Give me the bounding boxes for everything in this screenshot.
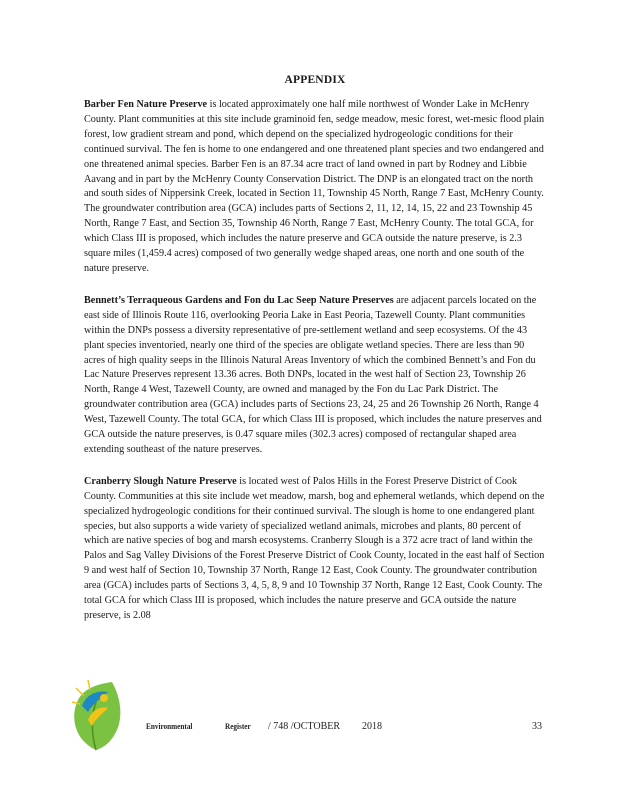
paragraph-cranberry-slough	[84, 475, 546, 624]
paragraph-title: Barber Fen Nature Preserve	[84, 99, 208, 110]
paragraph-body: is located approximately one half mile northwest of Wonder Lake in McHenry County. Plant communities at this site include graminoid fen, sedge meadow, mesic forest, wet-mesic flood plain forest, low gradient stream and pond, which depend on the specialized hydrogeologic conditions for their continued survival. The fen is home to one endangered and one threatened plant species and two endangered and one threatened animal species. Barber Fen is an 87.34 acre tract of land owned in part by Rodney and Libbie Aavang and in part by the McHenry County Conservation District. The DNP is an elongated tract on the north and south sides of Nippersink Creek, located in Section 11, Township 45 North, Range 7 East, McHenry County. The groundwater contribution area (GCA) includes parts of Sections 2, 11, 12, 14, 15, 22 and 23 Township 45 North, Range 7 East, and Section 35, Township 46 North, Range 7 East, McHenry County. The total GCA, for which Class III is proposed, which includes the nature preserve and GCA outside the nature preserve, is 2.3 square miles (1,459.4 acres) composed of two generally wedge shaped areas, one north and one south of the nature preserve.	[84, 99, 545, 274]
paragraph-body: are adjacent parcels located on the east side of Illinois Route 116, overlooking Peoria Lake in East Peoria, Tazewell County. Plant communities within the DNPs possess a diversity representative of pre-settlement wetland and seep ecosystems. Of the 43 plant species inventoried, nearly one third of the species are obligate wetland species. There are less than 90 acres of high quality seeps in the Illinois Natural Areas Inventory of which the combined Bennett’s and Fon du Lac Nature Preserves represent 13.36 acres. Both DNPs, located in the west half of Section 23, Township 26 North, Range 4 West, Tazewell County, are owned and managed by the Fon du Lac Park District. The groundwater contribution area (GCA) includes parts of Sections 23, 24, 25 and 26 Township 26 North, Range 4 West, Tazewell County. The total GCA, for which Class III is proposed, which includes the nature preserves and GCA outside the nature preserves, is 0.47 square miles (302.3 acres) composed of rectangular shaped area extending southeast of the nature preserves.	[84, 294, 542, 455]
footer-year: 2018	[362, 721, 382, 732]
footer-publication-word2: Register	[225, 721, 251, 731]
paragraph-title: Bennett’s Terraqueous Gardens and Fon du Lac Seep Nature Preserves	[84, 294, 394, 306]
paragraph-barber-fen	[84, 98, 546, 277]
paragraph-title: Cranberry Slough Nature Preserve	[84, 475, 237, 487]
page-content	[84, 70, 546, 641]
page-footer	[60, 676, 560, 756]
page-title: APPENDIX	[284, 74, 346, 86]
footer-issue: / 748 /OCTOBER	[268, 721, 341, 732]
paragraph-body: is located west of Palos Hills in the Forest Preserve District of Cook County. Communities at this site include wet meadow, marsh, bog and ephemeral wetlands, which depend on the specialized hydrogeologic conditions for their continued survival. The slough is home to one endangered plant species, but also supports a wide variety of specialized wetland animals, microbes and plants, 80 percent of which are native species of bog and marsh ecosystems. Cranberry Slough is a 372 acre tract of land within the Palos and Sag Valley Divisions of the Forest Preserve District of Cook County, located in the east half of Section 9 and west half of Section 10, Township 37 North, Range 12 East, Cook County. The groundwater contribution area (GCA) includes parts of Sections 3, 4, 5, 8, 9 and 10 Township 37 North, Range 12 East, Cook County. The total GCA for which Class III is proposed, which includes the nature preserve and GCA outside the nature preserve, is 2.08	[84, 475, 545, 621]
footer-page-number: 33	[532, 721, 542, 732]
paragraph-bennetts-fon-du-lac	[84, 294, 546, 458]
footer-publication-word1: Environmental	[146, 721, 193, 731]
leaf-logo-icon	[68, 676, 124, 752]
